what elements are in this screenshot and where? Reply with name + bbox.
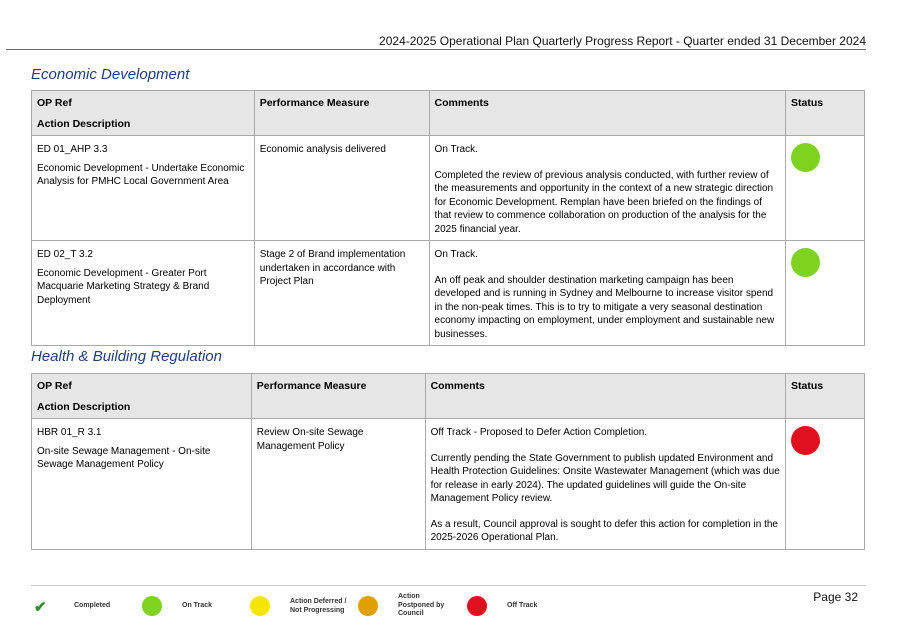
action-description-value: Economic Development - Undertake Economic Analysis for PMHC Local Government Area [37,162,245,187]
economic-development-table [31,90,865,346]
table-header-row [32,91,865,136]
legend-off-track-label-wrap [507,602,537,611]
legend-on-track [142,596,162,616]
table-row [32,136,865,241]
performance-measure-header: Performance Measure [251,374,425,419]
status-on-track-icon [791,143,820,172]
performance-measure-value: Stage 2 of Brand implementation undertaken in accordance with Project Plan [254,241,429,346]
status-header: Status [786,91,865,136]
action-description-label: Action Description [37,117,131,130]
comments-cell [425,419,785,550]
legend-postponed-label: Action Postponed by Council [398,593,445,617]
comments-cell [429,136,786,241]
status-on-track-icon [791,248,820,277]
performance-measure-value: Review On-site Sewage Management Policy [251,419,425,550]
table-header-row [32,374,865,419]
status-legend [34,593,554,625]
section-title-health-building-regulation: Health & Building Regulation [31,348,222,365]
legend-off-track [467,596,487,616]
comment-body-text: Completed the review of previous analysis conducted, with further review of the measurements and opportunity in the context of a new strategic direction for Economic Development. Remplan have been briefed on the findings of that review to commence collaboration on production of the analysis for the 2025 financial year. [434,169,774,235]
deferred-dot-icon [250,596,270,616]
footer-divider [31,585,866,586]
comment-body-text: Currently pending the State Government to publish updated Environment and Health Protection Guidelines: Onsite Wastewater Management (which was due for release in early 2024). The updated guidelines will guide the On-site Management Policy review. [430,452,780,504]
legend-completed-label-wrap [74,602,110,611]
legend-postponed-label-wrap [398,593,454,619]
legend-deferred-label: Action Deferred / Not Progressing [290,598,347,614]
action-cell [32,241,255,346]
legend-on-track-label-wrap [182,602,212,611]
action-cell [32,136,255,241]
comment-body-text: An off peak and shoulder destination marketing campaign has been developed and is running in Sydney and Melbourne to increase visitor spend in the non-peak times. This is to try to mitigate a very seasonal destination economy impacting on employment, under employment and sustainable new businesses. [434,274,775,340]
legend-completed-label: Completed [74,602,111,609]
status-off-track-icon [791,426,820,455]
comments-header: Comments [429,91,786,136]
checkmark-icon: ✔ [34,599,47,616]
status-cell [786,419,865,550]
legend-off-track-label: Off Track [507,602,538,609]
comment-extra-text: As a result, Council approval is sought to defer this action for completion in the 2025-2026 Operational Plan. [430,518,778,543]
legend-deferred-label-wrap [290,598,354,615]
page-number: Page 32 [813,590,858,604]
section-title-economic-development: Economic Development [31,66,190,83]
comments-header: Comments [425,374,785,419]
legend-completed [34,598,47,616]
op-ref-value: HBR 01_R 3.1 [37,427,102,438]
action-description-label: Action Description [37,400,131,413]
comments-cell [429,241,786,346]
status-header: Status [786,374,865,419]
off-track-dot-icon [467,596,487,616]
comment-status-text: On Track. [434,144,478,155]
op-ref-label: OP Ref [37,97,72,109]
performance-measure-header: Performance Measure [254,91,429,136]
on-track-dot-icon [142,596,162,616]
op-ref-header [32,91,255,136]
op-ref-value: ED 02_T 3.2 [37,249,93,260]
comment-status-text: On Track. [434,249,478,260]
action-description-value: Economic Development - Greater Port Macquarie Marketing Strategy & Brand Deployment [37,267,210,306]
op-ref-header [32,374,252,419]
legend-on-track-label: On Track [182,602,212,609]
legend-postponed [358,596,378,616]
legend-deferred [250,596,270,616]
report-header-title: 2024-2025 Operational Plan Quarterly Progress Report - Quarter ended 31 December 2024 [379,34,866,48]
table-row [32,419,865,550]
postponed-dot-icon [358,596,378,616]
comment-status-text: Off Track - Proposed to Defer Action Completion. [430,427,648,438]
header-divider [6,49,866,50]
status-cell [786,241,865,346]
op-ref-label: OP Ref [37,380,72,392]
action-description-value: On-site Sewage Management - On-site Sewage Management Policy [37,445,211,470]
table-row [32,241,865,346]
status-cell [786,136,865,241]
action-cell [32,419,252,550]
op-ref-value: ED 01_AHP 3.3 [37,144,108,155]
performance-measure-value: Economic analysis delivered [254,136,429,241]
health-building-regulation-table [31,373,865,550]
